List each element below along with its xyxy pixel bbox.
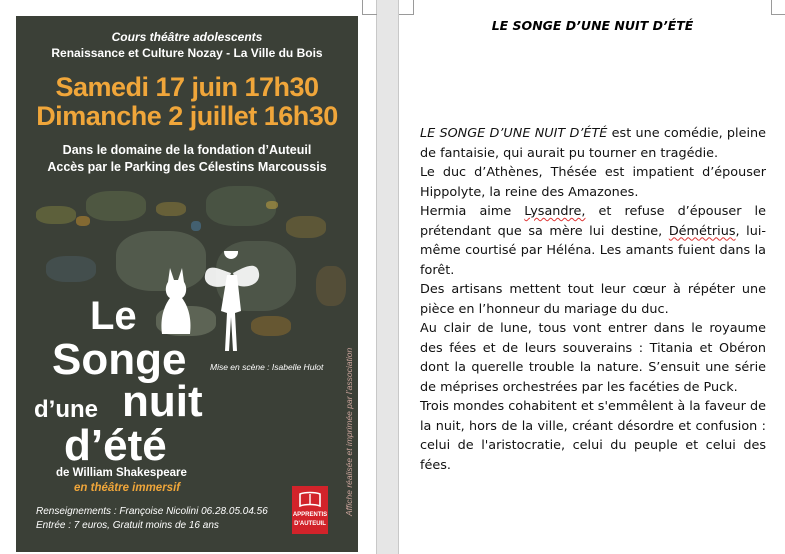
paragraph-intro: LE SONGE D’UNE NUIT D’ÉTÉ est une comédie, pleine de fantaisie, qui aurait pu tourner en tragédie. [420,126,766,161]
apprentis-auteuil-logo [292,486,328,534]
document-title: LE SONGE D’UNE NUIT D’ÉTÉ [491,18,694,33]
immersive-label: en théâtre immersif [74,482,181,494]
page-corner-mark [399,0,414,15]
spellcheck-word-demetrius: Démétrius [668,223,736,239]
page-corner-mark [771,0,785,15]
price-info: Entrée : 7 euros, Gratuit moins de 16 ans [36,520,219,531]
document-body[interactable] [420,124,766,475]
poster-title-ete: d’été [64,421,167,470]
organizer-label: Renaissance et Culture Nozay - La Ville du Bois [51,46,323,60]
donkey-figure-illustration [156,266,196,336]
theatre-poster [16,16,358,552]
date-sunday: Dimanche 2 juillet 16h30 [36,101,338,131]
logo-text-line2: D'AUTEUIL [294,521,326,527]
page-corner-mark [362,0,377,15]
fairy-figure-illustration [201,251,261,361]
poster-title-nuit: nuit [122,377,203,426]
date-saturday: Samedi 17 juin 17h30 [55,72,319,102]
right-page [398,0,785,554]
paragraph-fairies: Au clair de lune, tous vont entrer dans le royaume des fées et de leurs souverains : Titania et Obéron dont la querelle trouble la nature. S’ensuit une série de méprises orchestrées par les facéties de Puck. [420,321,766,395]
paragraph-three-worlds: Trois mondes cohabitent et s'emmêlent à la faveur de la nuit, hors de la ville, créant désordre et confusion : celui de l'aristocratie, celui du peuple et celui des fées. [420,399,766,473]
play-title-inline: LE SONGE D’UNE NUIT D’ÉTÉ [420,126,608,141]
logo-mark-icon [297,490,323,510]
director-credit: Mise en scène : Isabelle Hulot [210,362,324,372]
poster-title-songe: Songe [52,335,187,384]
spellcheck-word-lysandre: Lysandre, [524,204,586,219]
paragraph-duke: Le duc d’Athènes, Thésée est impatient d’épouser Hippolyte, la reine des Amazones. [420,165,766,200]
left-page [0,0,377,554]
poster-title-dune: d’une [34,396,98,423]
course-label: Cours théâtre adolescents [111,30,263,44]
poster-title-le: Le [90,294,137,338]
author-credit: de William Shakespeare [56,467,187,479]
parking-line: Accès par le Parking des Célestins Marcoussis [47,160,327,174]
logo-text-line1: APPRENTIS [292,512,328,518]
paragraph-artisans: Des artisans mettent tout leur cœur à répéter une pièce en l’honneur du mariage du duc. [420,282,766,317]
contact-info: Renseignements : Françoise Nicolini 06.28.05.04.56 [36,506,268,517]
paragraph-hermia: Hermia aime Lysandre, et refuse d’épouser le prétendant que sa mère lui destine, Démétrius, lui-même courtisé par Héléna. Les amants fuient dans la forêt. [420,204,766,278]
venue-line: Dans le domaine de la fondation d’Auteuil [62,143,312,157]
printer-credit-vertical: Affiche réalisée et imprimée par l’association [344,347,354,516]
